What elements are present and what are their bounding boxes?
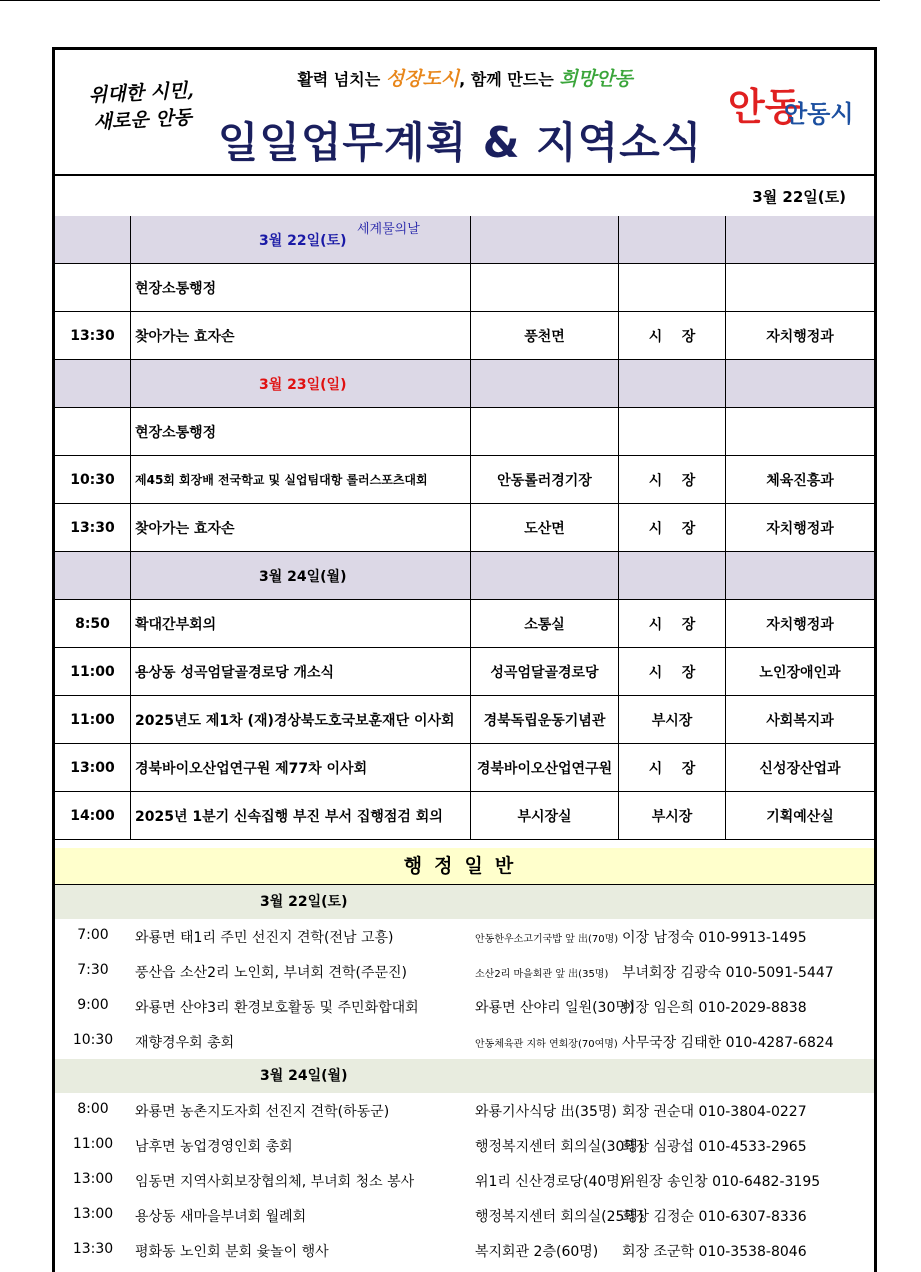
tagline	[255, 64, 675, 91]
general-item-phone: 010-9913-1495	[698, 930, 807, 946]
attendee-cell	[619, 216, 726, 263]
general-item-place: 와룡기사식당 出(35명)	[475, 1104, 617, 1120]
department-cell	[726, 552, 874, 599]
place-cell: 경북독립운동기념관	[471, 696, 619, 743]
department-cell: 자치행정과	[766, 328, 834, 345]
general-admin-section	[55, 848, 874, 1268]
time-cell	[55, 264, 131, 311]
general-item-contact	[622, 997, 807, 1017]
department-cell: 사회복지과	[766, 712, 834, 729]
general-item-person: 회장 권순대	[622, 1104, 695, 1120]
general-item-contact	[622, 1241, 807, 1261]
event-cell: 찾아가는 효자손	[131, 312, 471, 359]
department-cell: 자치행정과	[766, 520, 834, 537]
place-cell: 도산면	[471, 504, 619, 551]
tagline-part-1: 활력 넘치는	[297, 70, 386, 89]
general-item-row	[55, 989, 874, 1024]
general-item-place: 행정복지센터 회의실(25명)	[475, 1209, 644, 1225]
general-item-place: 안동체육관 지하 연회장(70여명)	[475, 1039, 618, 1050]
section-label: 현장소통행정	[131, 264, 471, 311]
attendee-cell	[619, 264, 726, 311]
day-observance: 세계물의날	[357, 222, 420, 237]
attendee-cell	[619, 360, 726, 407]
general-item-phone: 010-5091-5447	[725, 965, 834, 981]
event-cell: 2025년도 제1차 (재)경상북도호국보훈재단 이사회	[131, 696, 471, 743]
time-cell	[55, 552, 131, 599]
general-item-time: 13:00	[72, 1171, 114, 1187]
event-cell: 용상동 성곡엄달골경로당 개소식	[131, 648, 471, 695]
department-cell: 신성장산업과	[759, 760, 841, 777]
schedule-section-row	[55, 408, 874, 456]
event-cell: 확대간부회의	[131, 600, 471, 647]
general-item-phone: 010-3538-8046	[698, 1244, 807, 1260]
general-item-time: 13:30	[72, 1241, 114, 1257]
general-item-contact	[622, 1032, 834, 1052]
schedule-section-row	[55, 264, 874, 312]
general-item-time: 10:30	[72, 1032, 114, 1048]
place-cell	[471, 216, 619, 263]
schedule-row	[55, 504, 874, 552]
time-cell: 13:00	[55, 744, 131, 791]
department-cell: 자치행정과	[766, 616, 834, 633]
general-item-place: 와룡면 산야리 일원(30명)	[475, 1000, 635, 1016]
general-item-phone: 010-3804-0227	[698, 1104, 807, 1120]
schedule-day-row	[55, 216, 874, 264]
general-item-phone: 010-4287-6824	[725, 1035, 834, 1051]
general-item-time: 9:00	[77, 997, 109, 1013]
general-item-phone: 010-4533-2965	[698, 1139, 807, 1155]
day-date-cell	[131, 216, 471, 263]
day-date: 3월 22일(토)	[259, 232, 347, 249]
place-cell: 안동롤러경기장	[471, 456, 619, 503]
department-cell	[726, 360, 874, 407]
city-logo	[728, 84, 868, 134]
general-item-person: 이장 임은희	[622, 1000, 695, 1016]
schedule-row	[55, 456, 874, 504]
general-item-row	[55, 1163, 874, 1198]
schedule-row	[55, 312, 874, 360]
tagline-highlight-2: 희망안동	[559, 68, 633, 90]
place-cell: 부시장실	[471, 792, 619, 839]
document-frame	[52, 47, 877, 1272]
city-logo-name: 안동시	[784, 100, 854, 128]
general-item-place: 행정복지센터 회의실(30명)	[475, 1139, 644, 1155]
day-date-cell	[131, 552, 471, 599]
general-item-row	[55, 954, 874, 989]
time-cell	[55, 360, 131, 407]
general-item-person: 회장 심광섭	[622, 1139, 695, 1155]
department-cell: 기획예산실	[766, 808, 834, 825]
general-item-event: 용상동 새마을부녀회 월례회	[135, 1209, 307, 1225]
department-cell	[726, 408, 874, 455]
general-item-person: 이장 남정숙	[622, 930, 695, 946]
place-cell: 성곡엄달골경로당	[471, 648, 619, 695]
general-item-contact	[622, 962, 834, 982]
general-item-place: 복지회관 2층(60명)	[475, 1244, 599, 1260]
place-cell: 경북바이오산업연구원	[471, 744, 619, 791]
general-item-row	[55, 1024, 874, 1059]
time-cell: 13:30	[55, 504, 131, 551]
tagline-highlight-1: 성장도시	[385, 68, 460, 90]
time-cell: 13:30	[55, 312, 131, 359]
attendee-cell: 부시장	[619, 792, 726, 839]
general-item-person: 부녀회장 김광숙	[622, 965, 722, 981]
general-item-time: 7:00	[77, 927, 109, 943]
general-item-event: 평화동 노인회 분회 윷놀이 행사	[135, 1244, 329, 1260]
general-day-header: 3월 22일(토)	[55, 885, 874, 919]
attendee-cell: 시 장	[619, 648, 726, 695]
general-item-contact	[622, 1136, 807, 1156]
attendee-cell: 시 장	[619, 456, 726, 503]
schedule-row	[55, 600, 874, 648]
slogan-logo	[76, 77, 209, 138]
general-item-contact	[622, 927, 807, 947]
general-item-event: 풍산읍 소산2리 노인회, 부녀회 견학(주문진)	[135, 965, 407, 981]
general-item-contact	[622, 1101, 807, 1121]
time-cell	[55, 408, 131, 455]
day-date: 3월 23일(일)	[259, 376, 347, 393]
page-title: 일일업무계획 & 지역소식	[217, 118, 703, 167]
general-item-person: 위원장 송인창	[622, 1174, 708, 1190]
general-item-phone: 010-6307-8336	[698, 1209, 807, 1225]
place-cell	[471, 408, 619, 455]
general-item-event: 와룡면 산야3리 환경보호활동 및 주민화합대회	[135, 1000, 419, 1016]
general-item-row	[55, 1233, 874, 1268]
tagline-part-2: , 함께 만드는	[459, 70, 560, 89]
department-cell	[726, 264, 874, 311]
general-item-event: 와룡면 태1리 주민 선진지 견학(전남 고흥)	[135, 930, 394, 946]
general-item-time: 11:00	[72, 1136, 114, 1152]
schedule-row	[55, 696, 874, 744]
place-cell: 소통실	[471, 600, 619, 647]
day-date-cell	[131, 360, 471, 407]
general-item-row	[55, 1198, 874, 1233]
place-cell: 풍천면	[471, 312, 619, 359]
schedule-row	[55, 792, 874, 840]
city-logo-mark-text: 안동	[728, 85, 802, 129]
place-cell	[471, 264, 619, 311]
department-cell: 노인장애인과	[759, 664, 841, 681]
general-item-person: 회장 조군학	[622, 1244, 695, 1260]
general-admin-heading: 행정일반	[55, 848, 874, 885]
section-label: 현장소통행정	[131, 408, 471, 455]
attendee-cell: 부시장	[619, 696, 726, 743]
general-item-contact	[622, 1171, 820, 1191]
general-item-event: 재향경우회 총회	[135, 1035, 235, 1051]
attendee-cell: 시 장	[619, 312, 726, 359]
attendee-cell: 시 장	[619, 504, 726, 551]
general-item-contact	[622, 1206, 807, 1226]
general-item-row	[55, 1128, 874, 1163]
document-header	[55, 50, 874, 176]
attendee-cell	[619, 408, 726, 455]
department-cell: 체육진흥과	[766, 472, 834, 489]
time-cell: 11:00	[55, 648, 131, 695]
general-item-place: 안동한우소고기국밥 앞 出(70명)	[475, 934, 619, 945]
event-cell: 2025년 1분기 신속집행 부진 부서 집행점검 회의	[131, 792, 471, 839]
general-item-phone: 010-2029-8838	[698, 1000, 807, 1016]
schedule-day-row	[55, 552, 874, 600]
department-cell	[726, 216, 874, 263]
event-cell: 경북바이오산업연구원 제77차 이사회	[131, 744, 471, 791]
time-cell: 11:00	[55, 696, 131, 743]
schedule-table	[55, 216, 874, 840]
time-cell: 14:00	[55, 792, 131, 839]
general-item-time: 8:00	[77, 1101, 109, 1117]
attendee-cell: 시 장	[619, 744, 726, 791]
general-item-time: 13:00	[72, 1206, 114, 1222]
report-date: 3월 22일(토)	[752, 188, 846, 206]
general-item-event: 임동면 지역사회보장협의체, 부녀회 청소 봉사	[135, 1174, 415, 1190]
general-item-row	[55, 919, 874, 954]
general-item-place: 소산2리 마을회관 앞 出(35명)	[475, 969, 609, 980]
schedule-day-row	[55, 360, 874, 408]
general-item-time: 7:30	[77, 962, 109, 978]
attendee-cell: 시 장	[619, 600, 726, 647]
time-cell: 10:30	[55, 456, 131, 503]
general-item-row	[55, 1093, 874, 1128]
general-item-person: 사무국장 김태한	[622, 1035, 722, 1051]
general-item-place: 위1리 신산경로당(40명)	[475, 1174, 626, 1190]
slogan-line-2: 새로운 안동	[92, 106, 193, 134]
general-item-person: 회장 김정순	[622, 1209, 695, 1225]
schedule-row	[55, 648, 874, 696]
slogan-line-1: 위대한 시민,	[88, 79, 195, 107]
general-item-event: 남후면 농업경영인회 총회	[135, 1139, 293, 1155]
general-item-event: 와룡면 농촌지도자회 선진지 견학(하동군)	[135, 1104, 390, 1120]
place-cell	[471, 360, 619, 407]
event-cell: 찾아가는 효자손	[131, 504, 471, 551]
event-cell: 제45회 회장배 전국학교 및 실업팀대항 롤러스포츠대회	[131, 456, 471, 503]
day-date: 3월 24일(월)	[259, 568, 347, 585]
attendee-cell	[619, 552, 726, 599]
time-cell	[55, 216, 131, 263]
place-cell	[471, 552, 619, 599]
report-date-row	[55, 174, 874, 217]
general-day-header: 3월 24일(월)	[55, 1059, 874, 1093]
schedule-row	[55, 744, 874, 792]
top-rule	[0, 0, 880, 1]
time-cell: 8:50	[55, 600, 131, 647]
general-item-phone: 010-6482-3195	[712, 1174, 821, 1190]
